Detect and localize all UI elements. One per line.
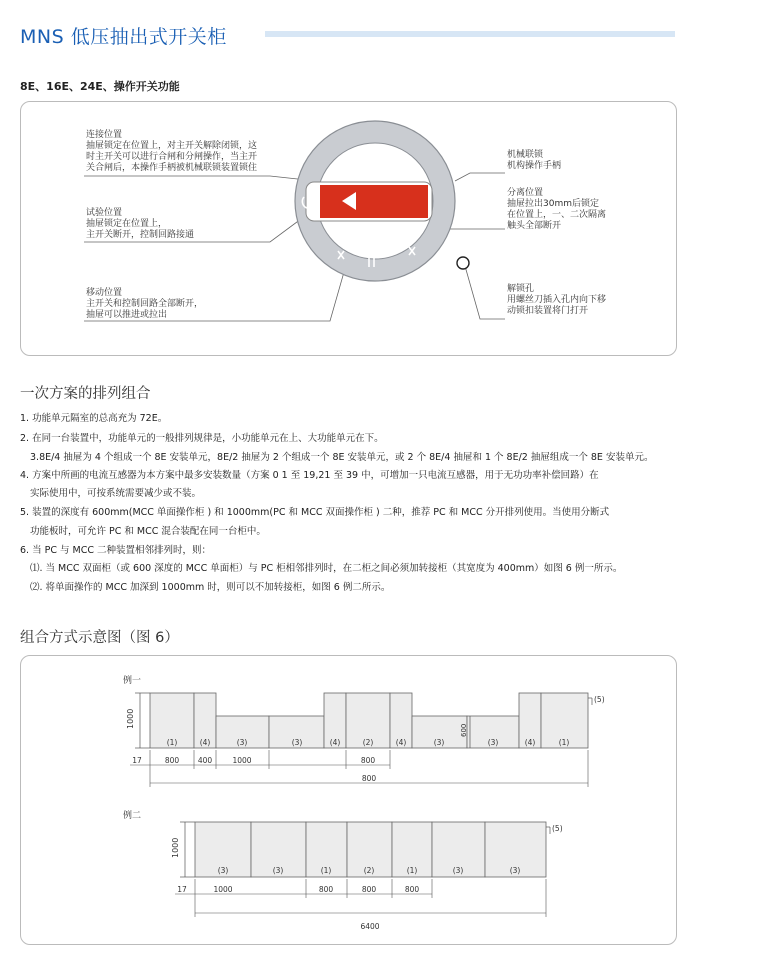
label-interlock-title: 机械联锁	[507, 150, 544, 160]
label-test-line: 抽屉锁定在位置上，	[86, 219, 168, 229]
example1-height: 1000	[126, 708, 135, 729]
label-separate-line: 触头全部断开	[507, 221, 562, 231]
example2-dim: 1000	[213, 885, 233, 894]
page-title: MNS 低压抽出式开关柜	[20, 26, 227, 48]
example2-cell: (2)	[363, 866, 375, 875]
example1-dim: 800	[164, 756, 180, 765]
example2-cell: (3)	[452, 866, 464, 875]
example1-dim: 1000	[232, 756, 252, 765]
combo-heading: 组合方式示意图（图 6）	[20, 630, 179, 646]
scheme-item: 1. 功能单元隔室的总高充为 72E。	[20, 413, 168, 424]
example2-dim: 800	[404, 885, 420, 894]
label-connect-title: 连接位置	[86, 130, 123, 140]
label-separate-line: 抽屉拉出30mm后锁定	[507, 199, 599, 209]
example1-cell: (3)	[236, 738, 248, 747]
example2-dim: 800	[318, 885, 334, 894]
example1-cell: (1)	[166, 738, 178, 747]
example2-cell: (1)	[406, 866, 418, 875]
label-move-title: 移动位置	[86, 288, 123, 298]
example2-cell: (3)	[509, 866, 521, 875]
example1-cell: (3)	[291, 738, 303, 747]
example2-dim: 6400	[360, 922, 380, 931]
example1-cell: (3)	[487, 738, 499, 747]
example2-cell: (1)	[320, 866, 332, 875]
example1-cell: (4)	[199, 738, 211, 747]
label-separate	[507, 188, 606, 232]
switch-subtitle: 8E、16E、24E、操作开关功能	[20, 80, 180, 93]
example1-dim: 800	[361, 774, 377, 783]
scheme-item: 2. 在同一台装置中，功能单元的一般排列规律是，小功能单元在上、大功能单元在下。	[20, 433, 384, 444]
example1-cell: (4)	[329, 738, 341, 747]
example1-cell: (3)	[433, 738, 445, 747]
label-connect-line: 关合闸后，本操作手柄被机械联锁装置锁住	[86, 163, 258, 173]
scheme-item: ⑵. 将单面操作的 MCC 加深到 1000mm 时，则可以不加转接柜，如图 6 例二所示。	[30, 582, 391, 593]
label-interlock-line: 机构操作手柄	[507, 161, 562, 171]
scheme-item: 4. 方案中所画的电流互感器为本方案中最多安装数量（方案 0 1 至 19,21 至 39 中，可增加一只电流互感器，用于无功功率补偿回路）在	[20, 470, 599, 481]
example2-mark5: (5)	[552, 824, 563, 833]
example1-dim: 400	[197, 756, 213, 765]
label-unlock-line: 动锁扣装置将门打开	[507, 306, 589, 316]
example2-cell: (3)	[272, 866, 284, 875]
example1-label: 例一	[123, 676, 142, 686]
example1-diagram	[20, 655, 675, 943]
label-unlock-title: 解锁孔	[507, 284, 535, 294]
label-connect-line: 抽屉锁定在位置上，对主开关解除闭锁，这	[86, 141, 258, 151]
example1-mark5: (5)	[594, 695, 605, 704]
scheme-item: 6. 当 PC 与 MCC 二种装置相邻排列时，则：	[20, 545, 211, 556]
label-interlock	[507, 150, 561, 172]
example1-cell: (1)	[558, 738, 570, 747]
scheme-item: ⑴. 当 MCC 双面柜（或 600 深度的 MCC 单面柜）与 PC 柜相邻排列时，在二柜之间必须加转接柜（其宽度为 400mm）如图 6 例一所示。	[30, 563, 623, 574]
example2-cell: (3)	[217, 866, 229, 875]
label-move	[86, 288, 203, 321]
example1-cell: (4)	[524, 738, 536, 747]
example2-dim: 17	[177, 885, 187, 894]
scheme-heading: 一次方案的排列组合	[20, 386, 151, 402]
example1-cell: (2)	[362, 738, 374, 747]
scheme-item: 功能板时，可允许 PC 和 MCC 混合装配在同一台柜中。	[30, 526, 266, 537]
label-move-line: 主开关和控制回路全部断开，	[86, 299, 204, 309]
example1-dim: 17	[132, 756, 142, 765]
example2-height: 1000	[171, 837, 180, 858]
example1-cell: (4)	[395, 738, 407, 747]
scheme-item: 5. 装置的深度有 600mm(MCC 单面操作柜 ) 和 1000mm(PC 和 MCC 双面操作柜 ) 二种，推荐 PC 和 MCC 分开排列使用。当使用分断式	[20, 507, 610, 518]
label-test-line: 主开关断开，控制回路接通	[86, 230, 195, 240]
example1-dim: 800	[360, 756, 376, 765]
scheme-item: 3.8E/4 抽屉为 4 个组成一个 8E 安装单元，8E/2 抽屉为 2 个组成一个 8E 安装单元，或 2 个 8E/4 抽屉和 1 个 8E/2 抽屉组成一个 8E 安装单元。	[30, 452, 654, 463]
title-decoration-bar	[265, 31, 675, 37]
example2-label: 例二	[123, 811, 142, 821]
label-move-line: 抽屉可以推进或拉出	[86, 310, 168, 320]
label-separate-line: 在位置上，一、二次隔离	[507, 210, 607, 220]
example2-dim: 800	[361, 885, 377, 894]
scheme-item: 实际使用中，可按系统需要减少或不装。	[30, 488, 202, 499]
example1-sub-height: 600	[460, 723, 468, 737]
label-connect-line: 时主开关可以进行合闸和分闸操作，当主开	[86, 152, 258, 162]
label-separate-title: 分离位置	[507, 188, 544, 198]
label-unlock-line: 用螺丝刀插入孔内向下移	[507, 295, 607, 305]
label-test	[86, 208, 194, 241]
label-test-title: 试验位置	[86, 208, 123, 218]
label-connect	[86, 130, 257, 174]
label-unlock	[507, 284, 606, 317]
